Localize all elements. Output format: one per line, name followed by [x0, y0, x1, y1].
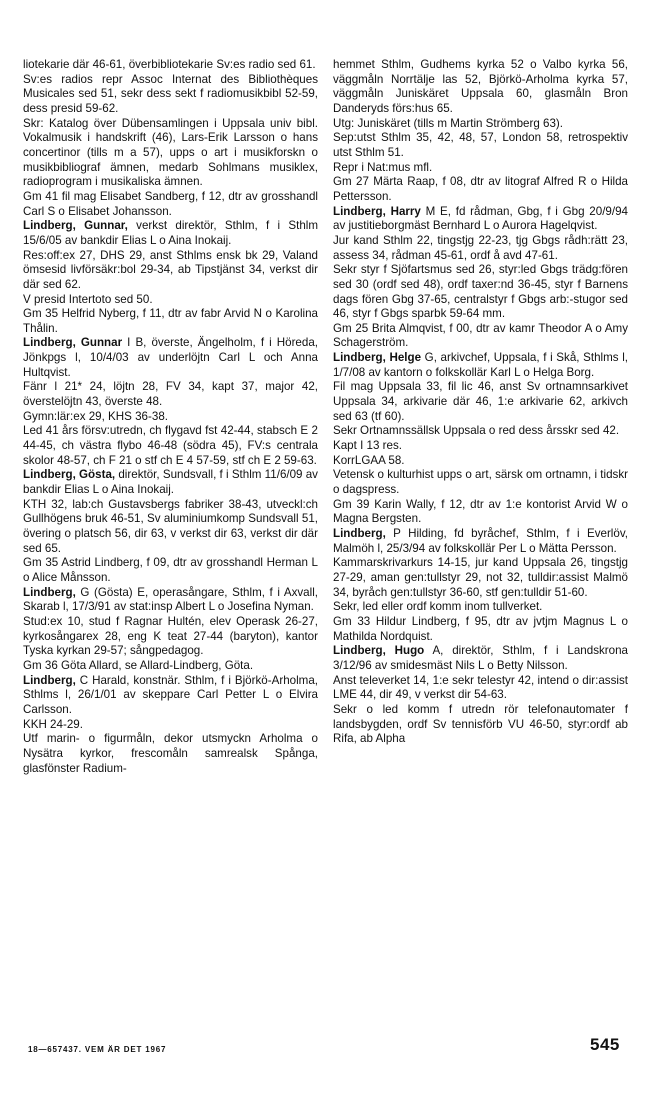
paragraph: Repr i Nat:mus mfl.	[333, 160, 433, 174]
paragraph: Gm 36 Göta Allard, se Allard-Lindberg, Göta.	[23, 658, 254, 672]
paragraph: Gm 27 Märta Raap, f 08, dtr av litograf Alfred R o Hilda Pettersson.	[333, 175, 628, 203]
paragraph: Gm 35 Helfrid Nyberg, f 11, dtr av fabr Arvid N o Karolina Thålin.	[23, 307, 318, 335]
paragraph: KorrLGAA 58.	[333, 453, 405, 467]
entry-lindberg-c-harald: Lindberg, C Harald, konstnär. Sthlm, f i Björkö-Arholma, Sthlms l, 26/1/01 av skeppare Carl Petter L o Elvira Carlsson.	[23, 673, 318, 716]
paragraph: KKH 24-29.	[23, 717, 83, 731]
entry-name: Lindberg, Gunnar,	[23, 219, 128, 233]
print-code: 18—657437. VEM ÄR DET 1967	[28, 1045, 167, 1054]
paragraph: Led 41 års försv:utredn, ch flygavd fst 42-44, stabsch E 2 44-45, ch västra flybo 46-48 (södra 45), FV:s centrala skolor 48-57, ch F 21 o stf ch E 4 57-59, stf ch E 2 59-63.	[23, 424, 318, 467]
paragraph: Gm 35 Astrid Lindberg, f 09, dtr av grosshandl Herman L o Alice Månsson.	[23, 556, 318, 584]
paragraph: Vetensk o kulturhist upps o art, särsk om ortnamn, i tidskr o dagspress.	[333, 468, 628, 497]
paragraph: KTH 32, lab:ch Gustavsbergs fabriker 38-43, utveckl:ch Gullhögens bruk 46-51, Sv aluminiumkomp Sundsvall 51, övering o platsch 56, dir 63, v verkst dir 63, verkst dir där sed 65.	[23, 497, 318, 555]
paragraph: Gm 39 Karin Wally, f 12, dtr av 1:e kontorist Arvid W o Magna Bergsten.	[333, 497, 628, 526]
right-column	[333, 58, 628, 747]
entry-lindberg-g-gosta-e: Lindberg, G (Gösta) E, operasångare, Sthlm, f i Axvall, Skarab l, 17/3/91 av stat:insp Albert L o Josefina Nyman.	[23, 585, 318, 614]
entry-name: Lindberg, Gösta,	[23, 468, 116, 482]
entry-name: Lindberg, Harry	[333, 204, 421, 218]
paragraph: Sekr styr f Sjöfartsmus sed 26, styr:led Gbgs trädg:fören sed 30 (ordf sed 48), ordf taxer:nd 36-45, styr f Barnens dags fören Gbg 37-65, centralstyr f Gbgs arb:-stugor sed 46, styr f Gbgs sparbk 59-64 mm.	[333, 263, 628, 321]
paragraph: Sv:es radios repr Assoc Internat des Bibliothèques Musicales sed 51, sekr dess sekt f radiomusikbibl 52-59, dess presid 59-62.	[23, 72, 318, 115]
entry-lindberg-p-hilding: Lindberg, P Hilding, fd byråchef, Sthlm, f i Everlöv, Malmöh l, 25/3/94 av folkskollär Per L o Mätta Persson.	[333, 527, 628, 555]
paragraph: Sekr Ortnamnssällsk Uppsala o red dess årsskr sed 42.	[333, 424, 620, 438]
entry-lindberg-gosta: Lindberg, Gösta, direktör, Sundsvall, f i Sthlm 11/6/09 av bankdir Elias L o Aina Inokaij.	[23, 468, 318, 497]
entry-name: Lindberg, Helge	[333, 351, 422, 365]
paragraph: Fil mag Uppsala 33, fil lic 46, anst Sv ortnamnsarkivet Uppsala 34, arkivarie där 46, 1:e arkivarie 62, arkivch sed 63 (tf 60).	[333, 380, 628, 423]
paragraph: Anst televerket 14, 1:e sekr telestyr 42, intend o dir:assist LME 44, dir 49, v verkst dir 54-63.	[333, 673, 628, 702]
paragraph: Kammarskrivarkurs 14-15, jur kand Uppsala 26, tingstjg 27-29, aman gen:tullstyr 29, not 32, tulldir:assist Malmö 34, byråch gen:tullstyr 36-60, stf gen:tulldir 51-60.	[333, 556, 628, 599]
paragraph: Utg: Juniskäret (tills m Martin Strömberg 63).	[333, 116, 564, 130]
paragraph: Sekr o led komm f utredn rör telefonautomater f landsbygden, ordf Sv tennisförb VU 46-50, styr:ordf ab Rifa, ab Alpha	[333, 702, 628, 746]
entry-name: Lindberg, Gunnar	[23, 336, 123, 350]
paragraph: Stud:ex 10, stud f Ragnar Hultén, elev Operask 26-27, kyrkosångarex 28, eng K teat 27-44 (baryton), kantor Tyska kyrkan 29-57; sångpedagog.	[23, 614, 318, 658]
paragraph: Gm 41 fil mag Elisabet Sandberg, f 12, dtr av grosshandl Carl S o Elisabet Johansson.	[23, 189, 318, 218]
paragraph: liotekarie där 46-61, överbibliotekarie Sv:es radio sed 61.	[23, 58, 316, 71]
paragraph: V presid Intertoto sed 50.	[23, 292, 153, 306]
entry-lindberg-hugo: Lindberg, Hugo A, direktör, Sthlm, f i Landskrona 3/12/96 av smidesmäst Nils L o Betty Nilsson.	[333, 644, 629, 672]
entry-name: Lindberg,	[23, 585, 76, 599]
entry-lindberg-harry: Lindberg, Harry M E, fd rådman, Gbg, f i Gbg 20/9/94 av justitieborgmäst Bernhard L o Aurora Hagelqvist.	[333, 204, 628, 233]
paragraph: Gm 25 Brita Almqvist, f 00, dtr av kamr Theodor A o Amy Schagerström.	[333, 321, 628, 350]
entry-name: Lindberg,	[333, 527, 386, 540]
paragraph: Sep:utst Sthlm 35, 42, 48, 57, London 58, retrospektiv utst Sthlm 51.	[333, 131, 628, 159]
paragraph: Utf marin- o figurmåln, dekor utsmyckn Arholma o Nysätra kyrkor, frescomåln samrealsk Spånga, glasfönster Radium-	[23, 732, 318, 775]
entry-lindberg-helge: Lindberg, Helge G, arkivchef, Uppsala, f i Skå, Sthlms l, 1/7/08 av kantorn o folkskollär Karl L o Helga Borg.	[333, 351, 628, 379]
paragraph: Fänr l 21* 24, löjtn 28, FV 34, kapt 37, major 42, överstelöjtn 43, överste 48.	[23, 380, 318, 409]
page-number: 545	[590, 1035, 620, 1054]
paragraph: Sekr, led eller ordf komm inom tullverket.	[333, 600, 543, 614]
paragraph: Kapt I 13 res.	[333, 439, 402, 453]
entry-name: Lindberg, Hugo	[333, 644, 425, 658]
entry-name: Lindberg,	[23, 673, 76, 687]
left-column	[23, 58, 318, 776]
paragraph: hemmet Sthlm, Gudhems kyrka 52 o Valbo kyrka 56, väggmåln Norrtälje las 52, Björkö-Arholma kyrka 57, väggmåln Juniskäret Uppsala 60, glasmåln Bron Danderyds förs:hus 65.	[333, 58, 628, 115]
entry-lindberg-gunnar: Lindberg, Gunnar, verkst direktör, Sthlm, f i Sthlm 15/6/05 av bankdir Elias L o Aina Inokaij.	[23, 219, 319, 247]
paragraph: Gm 33 Hildur Lindberg, f 95, dtr av jvtjm Magnus L o Mathilda Nordquist.	[333, 614, 628, 643]
paragraph: Res:off:ex 27, DHS 29, anst Sthlms ensk bk 29, Valand ömsesid livförsäkr:bol 29-34, ab Tipstjänst 34, verkst dir där sed 62.	[23, 248, 318, 291]
paragraph: Jur kand Sthlm 22, tingstjg 22-23, tjg Gbgs rådh:rätt 23, assess 34, rådman 45-61, ordf å avd 47-61.	[333, 233, 628, 262]
paragraph: Skr: Katalog över Dübensamlingen i Uppsala univ bibl. Vokalmusik i handskrift (46), Lars-Erik Larsson o hans concertinor (tills m a 57), upps o art i musikforskn o musikbibliograf ämnen, medarb Sohlmans musiklex, radioprogram i musikaliska ämnen.	[23, 116, 318, 189]
entry-lindberg-gunnar-ib: Lindberg, Gunnar I B, överste, Ängelholm, f i Höreda, Jönkpgs l, 10/4/03 av underlöjtn Carl L och Anna Hultqvist.	[23, 336, 318, 379]
paragraph: Gymn:lär:ex 29, KHS 36-38.	[23, 409, 168, 423]
